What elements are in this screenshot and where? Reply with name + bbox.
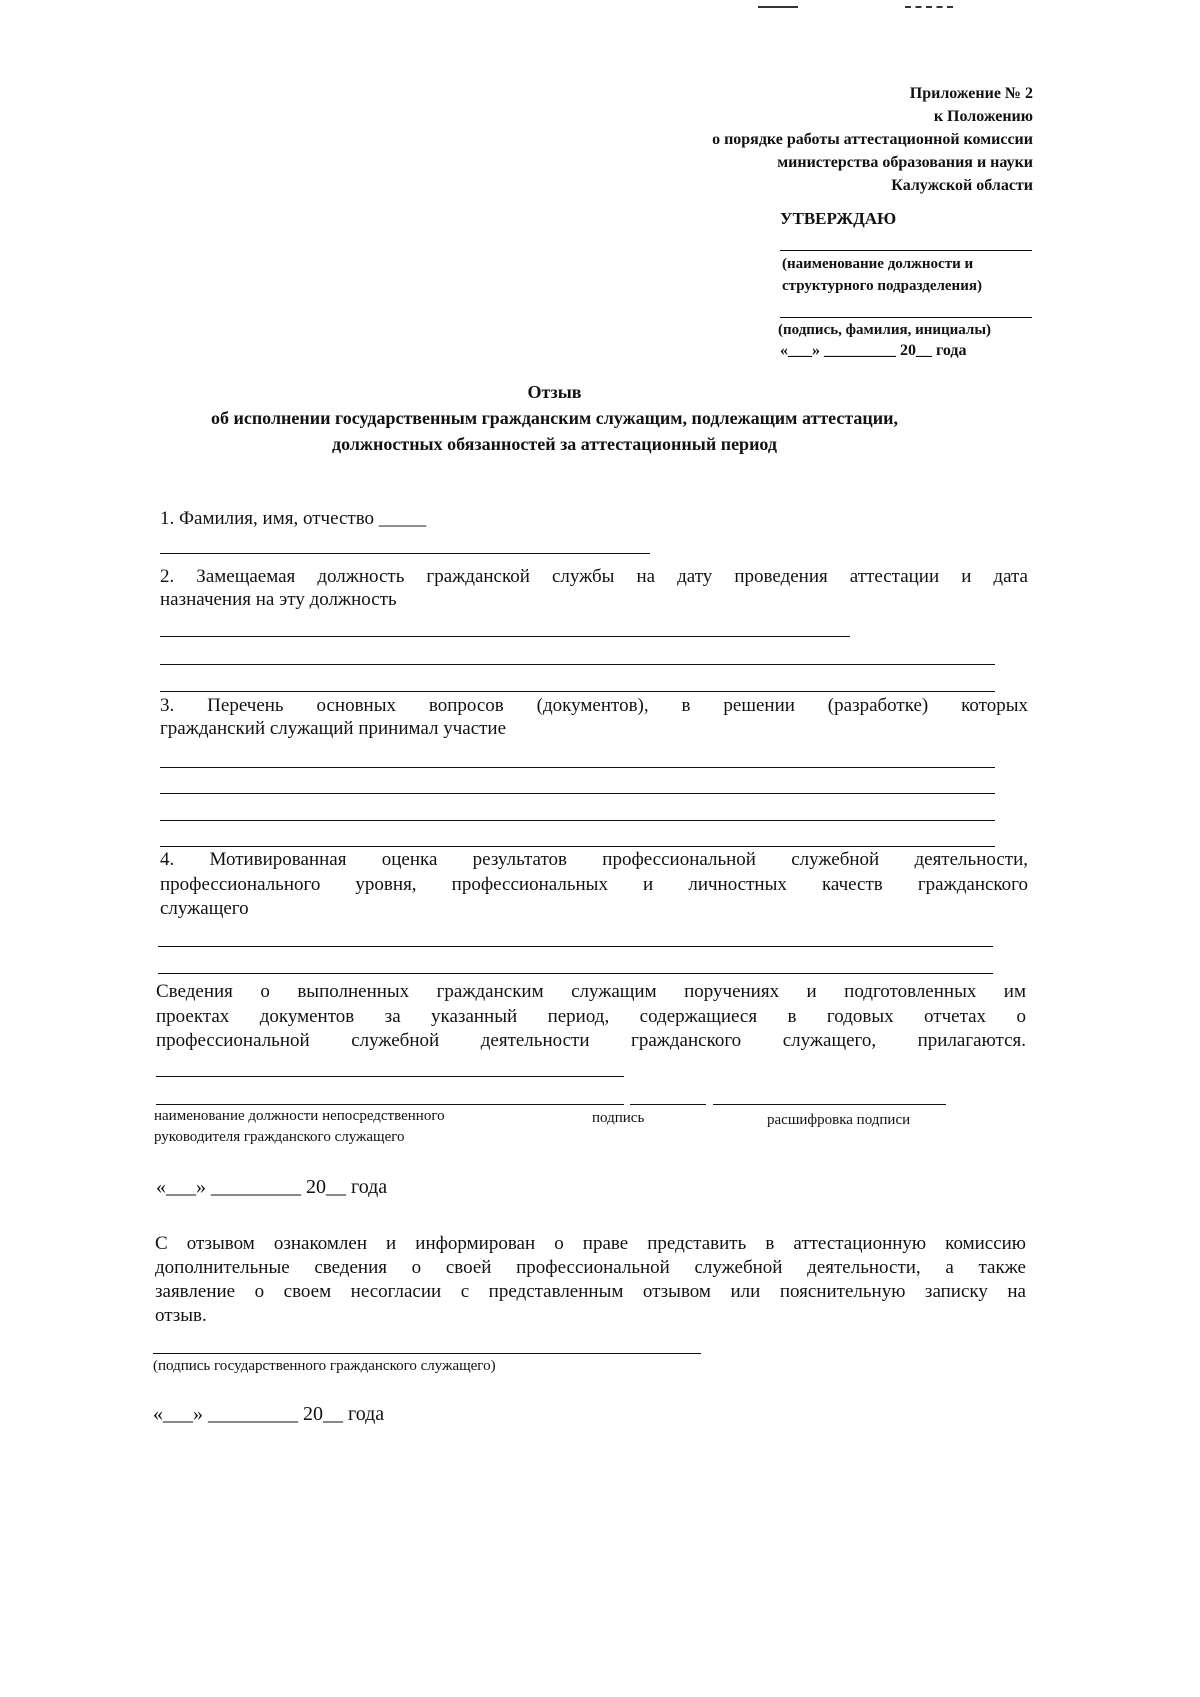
supervisor-decoding-line [713,1104,946,1105]
employee-signature-line [153,1353,701,1354]
fill-line [158,973,993,974]
approval-position-line [780,250,1032,251]
caption-line: структурного подразделения) [782,278,982,294]
approval-date: «___» _________ 20__ года [780,342,967,359]
document-subtitle: об исполнении государственным гражданским служащим, подлежащим аттестации, [210,408,899,428]
supervisor-decoding-caption: расшифровка подписи [767,1112,911,1128]
appendix-line: Приложение № 2 [909,85,1033,102]
supervisor-position-line [156,1104,624,1105]
item-1-label: 1. Фамилия, имя, отчество _____ [160,508,427,529]
supervisor-date: «___» _________ 20__ года [156,1176,388,1198]
document-subtitle: должностных обязанностей за аттестационный период [331,434,778,454]
acknowledgement-line: С отзывом ознакомлен и информирован о праве представить в аттестационную комиссию [155,1233,1026,1254]
appendix-header [712,82,1033,197]
approval-signature-caption: (подпись, фамилия, инициалы) [778,322,992,338]
info-paragraph-line: Сведения о выполненных гражданским служащим поручениях и подготовленных им [156,981,1026,1002]
info-paragraph-line: профессиональной служебной деятельности гражданского служащего, прилагаются. [156,1030,1026,1051]
item-4-text: профессионального уровня, профессиональных и личностных качеств гражданского [160,874,1028,895]
appendix-line: министерства образования и науки [777,154,1033,171]
fill-line [158,946,993,947]
appendix-line: о порядке работы аттестационной комиссии [712,131,1033,148]
fill-line [160,553,650,554]
document-title-block [0,379,1109,457]
caption-line: (наименование должности и [782,256,974,272]
item-3-text: гражданский служащий принимал участие [160,718,507,739]
fill-line [160,664,995,665]
fill-line [160,636,850,637]
scan-mark [758,6,798,8]
fill-line [160,767,995,768]
item-2-text: назначения на эту должность [160,589,397,610]
employee-signature-caption: (подпись государственного гражданского служащего) [153,1358,496,1374]
item-4-text: 4. Мотивированная оценка результатов профессиональной служебной деятельности, [160,849,1028,870]
scan-mark [905,6,953,8]
acknowledgement-line: дополнительные сведения о своей профессиональной служебной деятельности, а также [155,1257,1026,1278]
fill-line [160,793,995,794]
info-paragraph-line: проектах документов за указанный период, содержащиеся в годовых отчетах о [156,1006,1026,1027]
item-2-text: 2. Замещаемая должность гражданской службы на дату проведения аттестации и дата [160,566,1028,587]
acknowledgement-line: отзыв. [155,1305,207,1326]
appendix-line: Калужской области [891,177,1033,194]
approval-word: УТВЕРЖДАЮ [780,209,897,228]
document-title: Отзыв [527,382,582,402]
supervisor-signature-line [630,1104,706,1105]
supervisor-signature-caption: подпись [592,1110,645,1126]
acknowledgement-line: заявление о своем несогласии с представленным отзывом или пояснительную записку на [155,1281,1026,1302]
caption-line: руководителя гражданского служащего [154,1129,405,1145]
employee-date: «___» _________ 20__ года [153,1403,385,1425]
fill-line [160,691,995,692]
caption-line: наименование должности непосредственного [154,1108,445,1124]
supervisor-position-line [156,1076,624,1077]
fill-line [160,820,995,821]
approval-signature-line [780,317,1032,318]
supervisor-position-caption [154,1106,445,1148]
appendix-line: к Положению [933,108,1033,125]
fill-line [160,846,995,847]
approval-position-caption [782,253,982,297]
item-3-text: 3. Перечень основных вопросов (документов), в решении (разработке) которых [160,695,1028,716]
item-4-text: служащего [160,898,249,919]
